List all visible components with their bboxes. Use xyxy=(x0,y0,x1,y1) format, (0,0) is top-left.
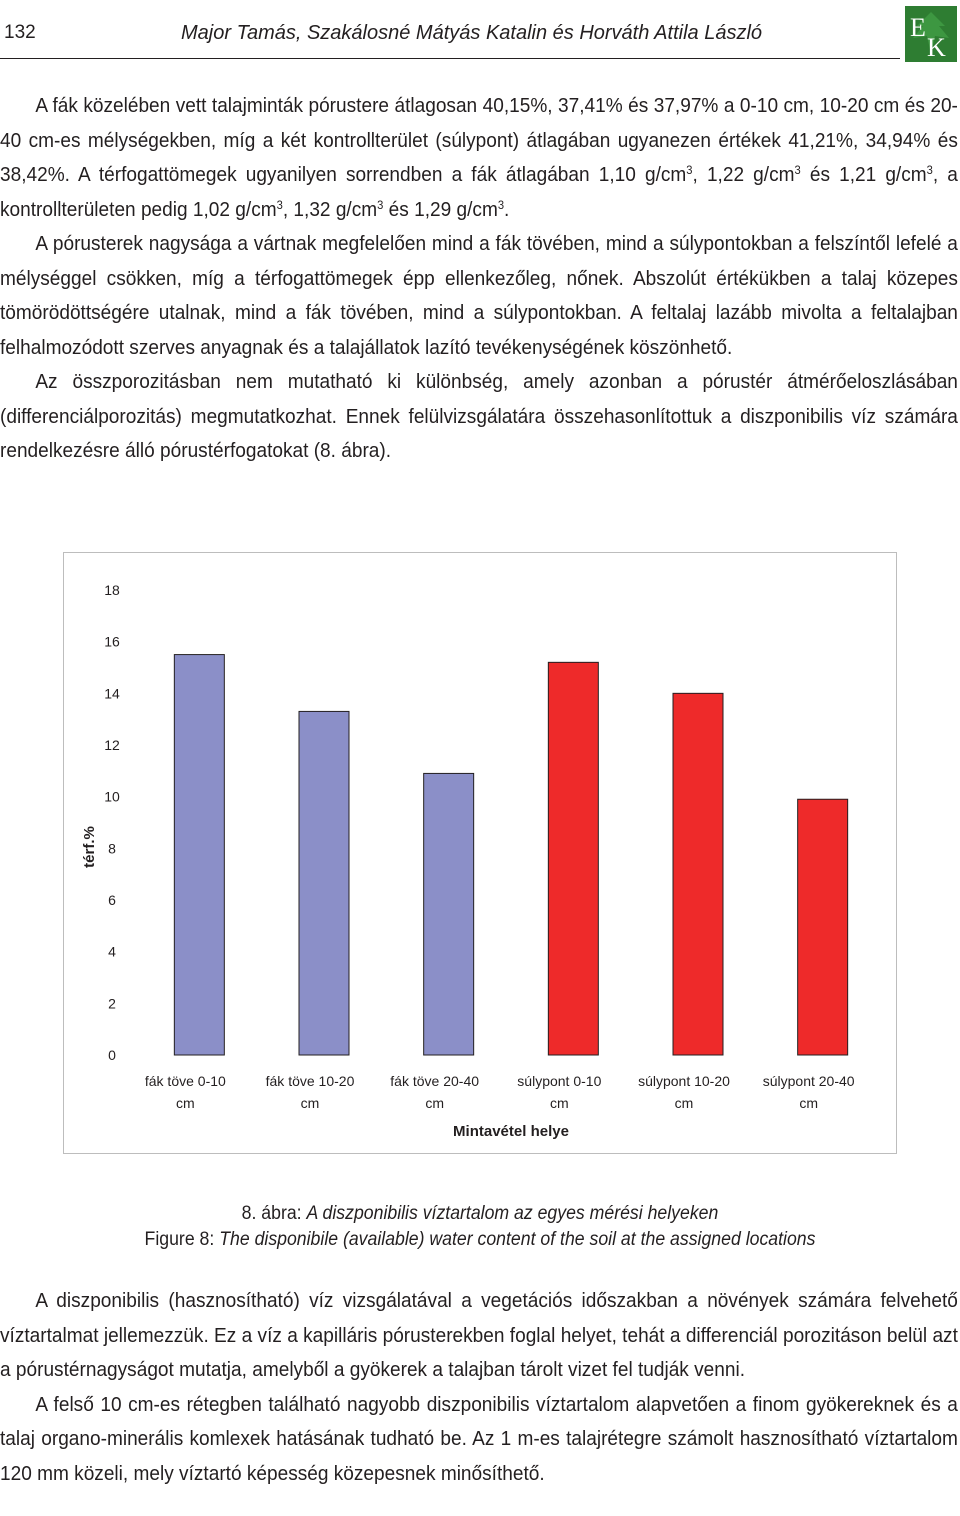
y-tick-label: 0 xyxy=(108,1047,116,1063)
y-tick-label: 2 xyxy=(108,995,116,1012)
svg-text:E: E xyxy=(910,13,926,42)
x-tick-label: cm xyxy=(799,1095,819,1111)
x-tick-label: cm xyxy=(674,1095,694,1111)
x-tick-label: fák töve 20-40 xyxy=(390,1073,480,1089)
x-tick-label: fák töve 0-10 xyxy=(144,1073,226,1089)
y-tick-label: 16 xyxy=(104,633,120,650)
bar xyxy=(424,773,474,1055)
paragraph-upper-layer: A felső 10 cm-es rétegben található nagyobb diszponibilis víztartalom alapvetően a finom gyökereknek és a talaj organo-minerális komlexek hatásának tudható be. Az 1 m-es talajrétegre számolt hasznosítható víztartalom 120 mm közeli, mely víztartó képesség közepesnek minősíthető. xyxy=(0,1392,958,1485)
body-text-top xyxy=(0,89,958,469)
paragraph-pore-size: A pórusterek nagysága a vártnak megfelelően mind a fák tövében, mind a súlypontokban a felszíntől lefelé a mélységgel csökken, míg a térfogattömegek épp ellenkezőleg, nőnek. Abszolút értékükben a talaj közepes tömörödöttségére utalnak, mind a fák tövében, mind a súlypontokban. A feltalaj lazább mivolta a feltalajban felhalmozódott szerves anyagnak és a talajállatok lazító tevékenységének köszönhető. xyxy=(0,232,958,359)
bar xyxy=(798,799,848,1055)
x-tick-label: cm xyxy=(549,1095,569,1111)
journal-logo xyxy=(905,6,957,62)
x-axis-label: Mintavétel helye xyxy=(453,1123,569,1140)
bar xyxy=(174,655,224,1055)
caption-hu-label: 8. ábra: xyxy=(241,1203,307,1224)
bar-chart xyxy=(64,553,896,1153)
y-tick-label: 6 xyxy=(108,892,116,908)
caption-en-label: Figure 8: xyxy=(144,1229,220,1250)
x-tick-label: súlypont 20-40 xyxy=(762,1073,855,1089)
paragraph-available-water: A diszponibilis (hasznosítható) víz vizsgálatával a vegetációs időszakban a növények számára felvehető víztartalmat jellemezzük. Ez a víz a kapilláris pórusterekben foglal helyet, tehát a differenciál porozitáson belül azt a pórustérnagyságot mutatja, amelyből a gyökerek a talajban tárolt vizet fel tudják venni. xyxy=(0,1289,958,1381)
y-tick-label: 4 xyxy=(108,943,116,960)
y-tick-label: 14 xyxy=(104,685,120,702)
figure-caption-en xyxy=(34,1229,927,1251)
figure-caption-hu xyxy=(34,1203,927,1225)
bar xyxy=(299,711,349,1055)
header-rule xyxy=(0,58,900,59)
y-tick-label: 12 xyxy=(104,737,120,753)
chart-frame xyxy=(63,552,897,1154)
y-tick-label: 10 xyxy=(104,788,120,805)
caption-en-text: The disponibile (available) water content of the soil at the assigned locations xyxy=(219,1229,816,1250)
x-tick-label: cm xyxy=(175,1095,195,1111)
page-number: 132 xyxy=(4,22,36,43)
paragraph-total-porosity: Az összporozitásban nem mutatható ki különbség, amely azonban a pórustér átmérőeloszlásában (differenciálporozitás) megmutatkozhat. Ennek felülvizsgálatára összehasonlítottuk a diszponibilis víz számára rendelkezésre álló pórustérfogatokat (8. ábra). xyxy=(0,370,958,462)
bar xyxy=(673,693,723,1055)
y-axis-label: térf.% xyxy=(81,826,98,868)
x-tick-label: súlypont 0-10 xyxy=(517,1073,602,1089)
x-tick-label: cm xyxy=(425,1095,445,1111)
x-tick-label: súlypont 10-20 xyxy=(638,1073,730,1089)
paragraph-porosity: A fák közelében vett talajminták pórustere átlagosan 40,15%, 37,41% és 37,97% a 0-10 cm, 10-20 cm és 20-40 cm-es mélységekben, míg a két kontrollterület (súlypont) átlagában ugyanezen értékek 41,21%, 34,94% és 38,42%. A térfogattömegek ugyanilyen sorrendben a fák átlagában 1,10 $g/cm^3$, 1,22 $g/cm^3$ és 1,21 $g/cm^3$, a kontrollterületen pedig 1,02 $g/cm^3$, 1,32 $g/cm^3$ és 1,29 $g/cm^3$. xyxy=(0,94,958,221)
bar xyxy=(548,662,598,1055)
svg-text:K: K xyxy=(927,33,946,62)
x-tick-label: cm xyxy=(300,1095,320,1111)
x-tick-label: fák töve 10-20 xyxy=(265,1073,355,1089)
body-text-bottom xyxy=(0,1284,958,1491)
caption-hu-text: A diszponibilis víztartalom az egyes mérési helyeken xyxy=(306,1203,719,1224)
y-tick-label: 8 xyxy=(108,840,116,857)
y-tick-label: 18 xyxy=(104,582,120,598)
running-head-authors: Major Tamás, Szakálosné Mátyás Katalin és Horváth Attila László xyxy=(181,22,763,44)
